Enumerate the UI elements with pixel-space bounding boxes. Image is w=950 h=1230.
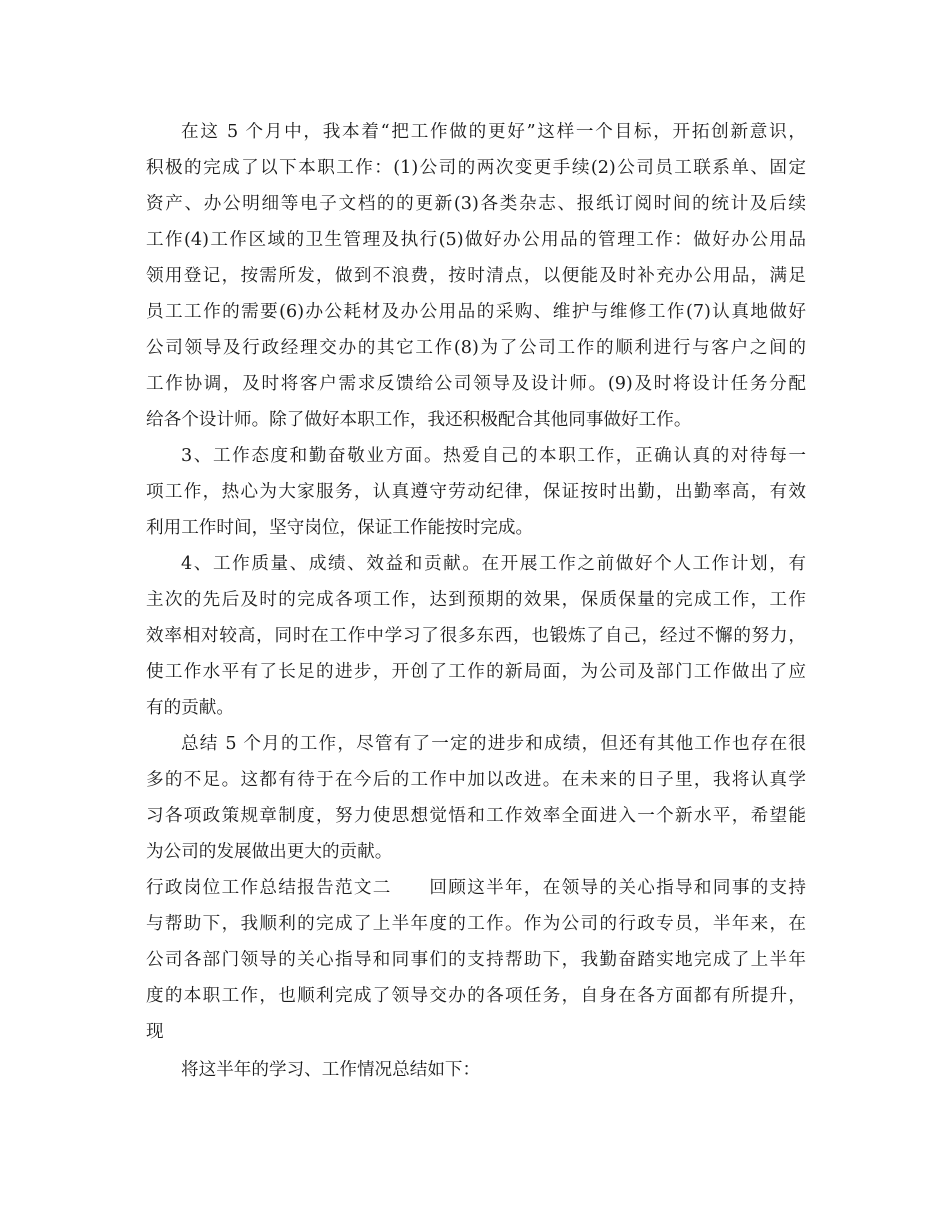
text-line: 将这半年的学习、工作情况总结如下： (181, 1060, 481, 1080)
section-heading-line: 行政岗位工作总结报告范文二 回顾这半年，在领导的关心指导和同事的支持 (146, 878, 806, 898)
text-line: 度的本职工作，也顺利完成了领导交办的各项任务，自身在各方面都有所提升， (146, 986, 806, 1006)
text-line: 为公司的发展做出更大的贡献。 (146, 842, 393, 862)
text-line: 效率相对较高，同时在工作中学习了很多东西，也锻炼了自己，经过不懈的努力， (146, 626, 806, 646)
text-line: 总结 5 个月的工作，尽管有了一定的进步和成绩，但还有其他工作也存在很 (181, 734, 806, 754)
text-line: 习各项政策规章制度，努力使思想觉悟和工作效率全面进入一个新水平，希望能 (146, 806, 806, 826)
text-line: 多的不足。这都有待于在今后的工作中加以改进。在未来的日子里，我将认真学 (146, 770, 806, 790)
text-line: 资产、办公明细等电子文档的的更新(3)各类杂志、报纸订阅时间的统计及后续 (146, 194, 806, 214)
text-line: 3、工作态度和勤奋敬业方面。热爱自己的本职工作，正确认真的对待每一 (181, 446, 806, 466)
text-line: 员工工作的需要(6)办公耗材及办公用品的采购、维护与维修工作(7)认真地做好 (146, 302, 806, 322)
text-line: 4、工作质量、成绩、效益和贡献。在开展工作之前做好个人工作计划，有 (181, 554, 806, 574)
text-line: 公司各部门领导的关心指导和同事们的支持帮助下，我勤奋踏实地完成了上半年 (146, 950, 806, 970)
text-line: 使工作水平有了长足的进步，开创了工作的新局面，为公司及部门工作做出了应 (146, 662, 806, 682)
text-line: 有的贡献。 (146, 698, 234, 718)
text-line: 与帮助下，我顺利的完成了上半年度的工作。作为公司的行政专员，半年来，在 (146, 914, 806, 934)
text-line: 积极的完成了以下本职工作：(1)公司的两次变更手续(2)公司员工联系单、固定 (146, 158, 806, 178)
text-line: 领用登记，按需所发，做到不浪费，按时清点，以便能及时补充办公用品，满足 (146, 266, 806, 286)
text-line: 项工作，热心为大家服务，认真遵守劳动纪律，保证按时出勤，出勤率高，有效 (146, 482, 806, 502)
text-line: 工作协调，及时将客户需求反馈给公司领导及设计师。(9)及时将设计任务分配 (146, 374, 806, 394)
text-line: 给各个设计师。除了做好本职工作，我还积极配合其他同事做好工作。 (146, 410, 692, 430)
text-line: 在这 5 个月中，我本着“把工作做的更好”这样一个目标，开拓创新意识， (181, 122, 806, 142)
text-line: 利用工作时间，坚守岗位，保证工作能按时完成。 (146, 518, 534, 538)
text-line: 主次的先后及时的完成各项工作，达到预期的效果，保质保量的完成工作，工作 (146, 590, 806, 610)
text-line: 公司领导及行政经理交办的其它工作(8)为了公司工作的顺利进行与客户之间的 (146, 338, 806, 358)
text-line: 现 (146, 1022, 164, 1042)
text-line: 工作(4)工作区域的卫生管理及执行(5)做好办公用品的管理工作：做好办公用品 (146, 230, 806, 250)
